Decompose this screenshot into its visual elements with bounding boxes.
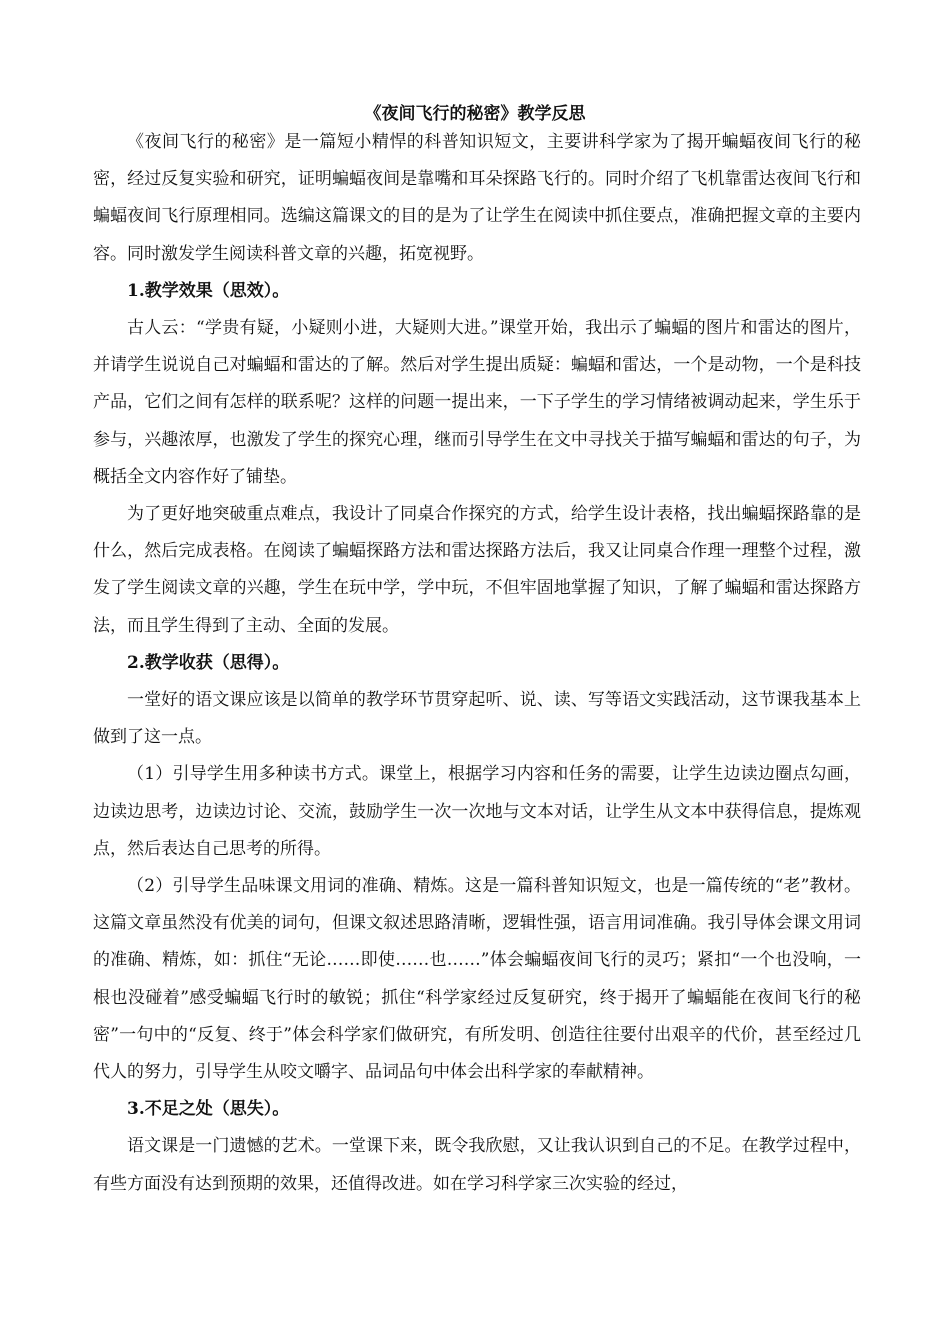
body-paragraph: 为了更好地突破重点难点，我设计了同桌合作探究的方式，给学生设计表格，找出蝙蝠探路靠的是什么，然后完成表格。在阅读了蝙蝠探路方法和雷达探路方法后，我又让同桌合作理一理整个过程，激发了学生阅读文章的兴趣，学生在玩中学，学中玩，不但牢固地掌握了知识，了解了蝙蝠和雷达探路方法，而且学生得到了主动、全面的发展。 xyxy=(93,504,861,636)
body-paragraph: 古人云：“学贵有疑，小疑则小进，大疑则大进。”课堂开始，我出示了蝙蝠的图片和雷达的图片，并请学生说说自己对蝙蝠和雷达的了解。然后对学生提出质疑：蝙蝠和雷达，一个是动物，一个是科技产品，它们之间有怎样的联系呢？这样的问题一提出来，一下子学生的学习情绪被调动起来，学生乐于参与，兴趣浓厚，也激发了学生的探究心理，继而引导学生在文中寻找关于描写蝙蝠和雷达的句子，为概括全文内容作好了铺垫。 xyxy=(93,318,861,487)
document-title: 《夜间飞行的秘密》教学反思 xyxy=(364,104,586,124)
section-heading-gains: 2.教学收获（思得）。 xyxy=(127,652,290,673)
body-paragraph: 语文课是一门遗憾的艺术。一堂课下来，既令我欣慰，又让我认识到自己的不足。在教学过程中，有些方面没有达到预期的效果，还值得改进。如在学习科学家三次实验的经过， xyxy=(93,1136,861,1194)
document-body xyxy=(93,124,861,1203)
body-paragraph: （1）引导学生用多种读书方式。课堂上，根据学习内容和任务的需要，让学生边读边圈点勾画，边读边思考，边读边讨论、交流，鼓励学生一次一次地与文本对话，让学生从文本中获得信息，提炼观点，然后表达自己思考的所得。 xyxy=(93,764,861,859)
body-paragraph: 一堂好的语文课应该是以简单的教学环节贯穿起听、说、读、写等语文实践活动，这节课我基本上做到了这一点。 xyxy=(93,690,861,748)
intro-paragraph: 《夜间飞行的秘密》是一篇短小精悍的科普知识短文，主要讲科学家为了揭开蝙蝠夜间飞行的秘密，经过反复实验和研究，证明蝙蝠夜间是靠嘴和耳朵探路飞行的。同时介绍了飞机靠雷达夜间飞行和蝙蝠夜间飞行原理相同。选编这篇课文的目的是为了让学生在阅读中抓住要点，准确把握文章的主要内容。同时激发学生阅读科普文章的兴趣，拓宽视野。 xyxy=(93,132,861,264)
body-paragraph: （2）引导学生品味课文用词的准确、精炼。这是一篇科普知识短文，也是一篇传统的“老”教材。这篇文章虽然没有优美的词句，但课文叙述思路清晰，逻辑性强，语言用词准确。我引导体会课文用词的准确、精炼，如：抓住“无论……即使……也……”体会蝙蝠夜间飞行的灵巧；紧扣“一个也没响，一根也没碰着”感受蝙蝠飞行时的敏锐；抓住“科学家经过反复研究，终于揭开了蝙蝠能在夜间飞行的秘密”一句中的“反复、终于”体会科学家们做研究，有所发明、创造往往要付出艰辛的代价，甚至经过几代人的努力，引导学生从咬文嚼字、品词品句中体会出科学家的奉献精神。 xyxy=(93,876,861,1083)
section-heading-effect: 1.教学效果（思效）。 xyxy=(127,280,290,301)
section-heading-shortcomings: 3.不足之处（思失）。 xyxy=(127,1099,290,1120)
